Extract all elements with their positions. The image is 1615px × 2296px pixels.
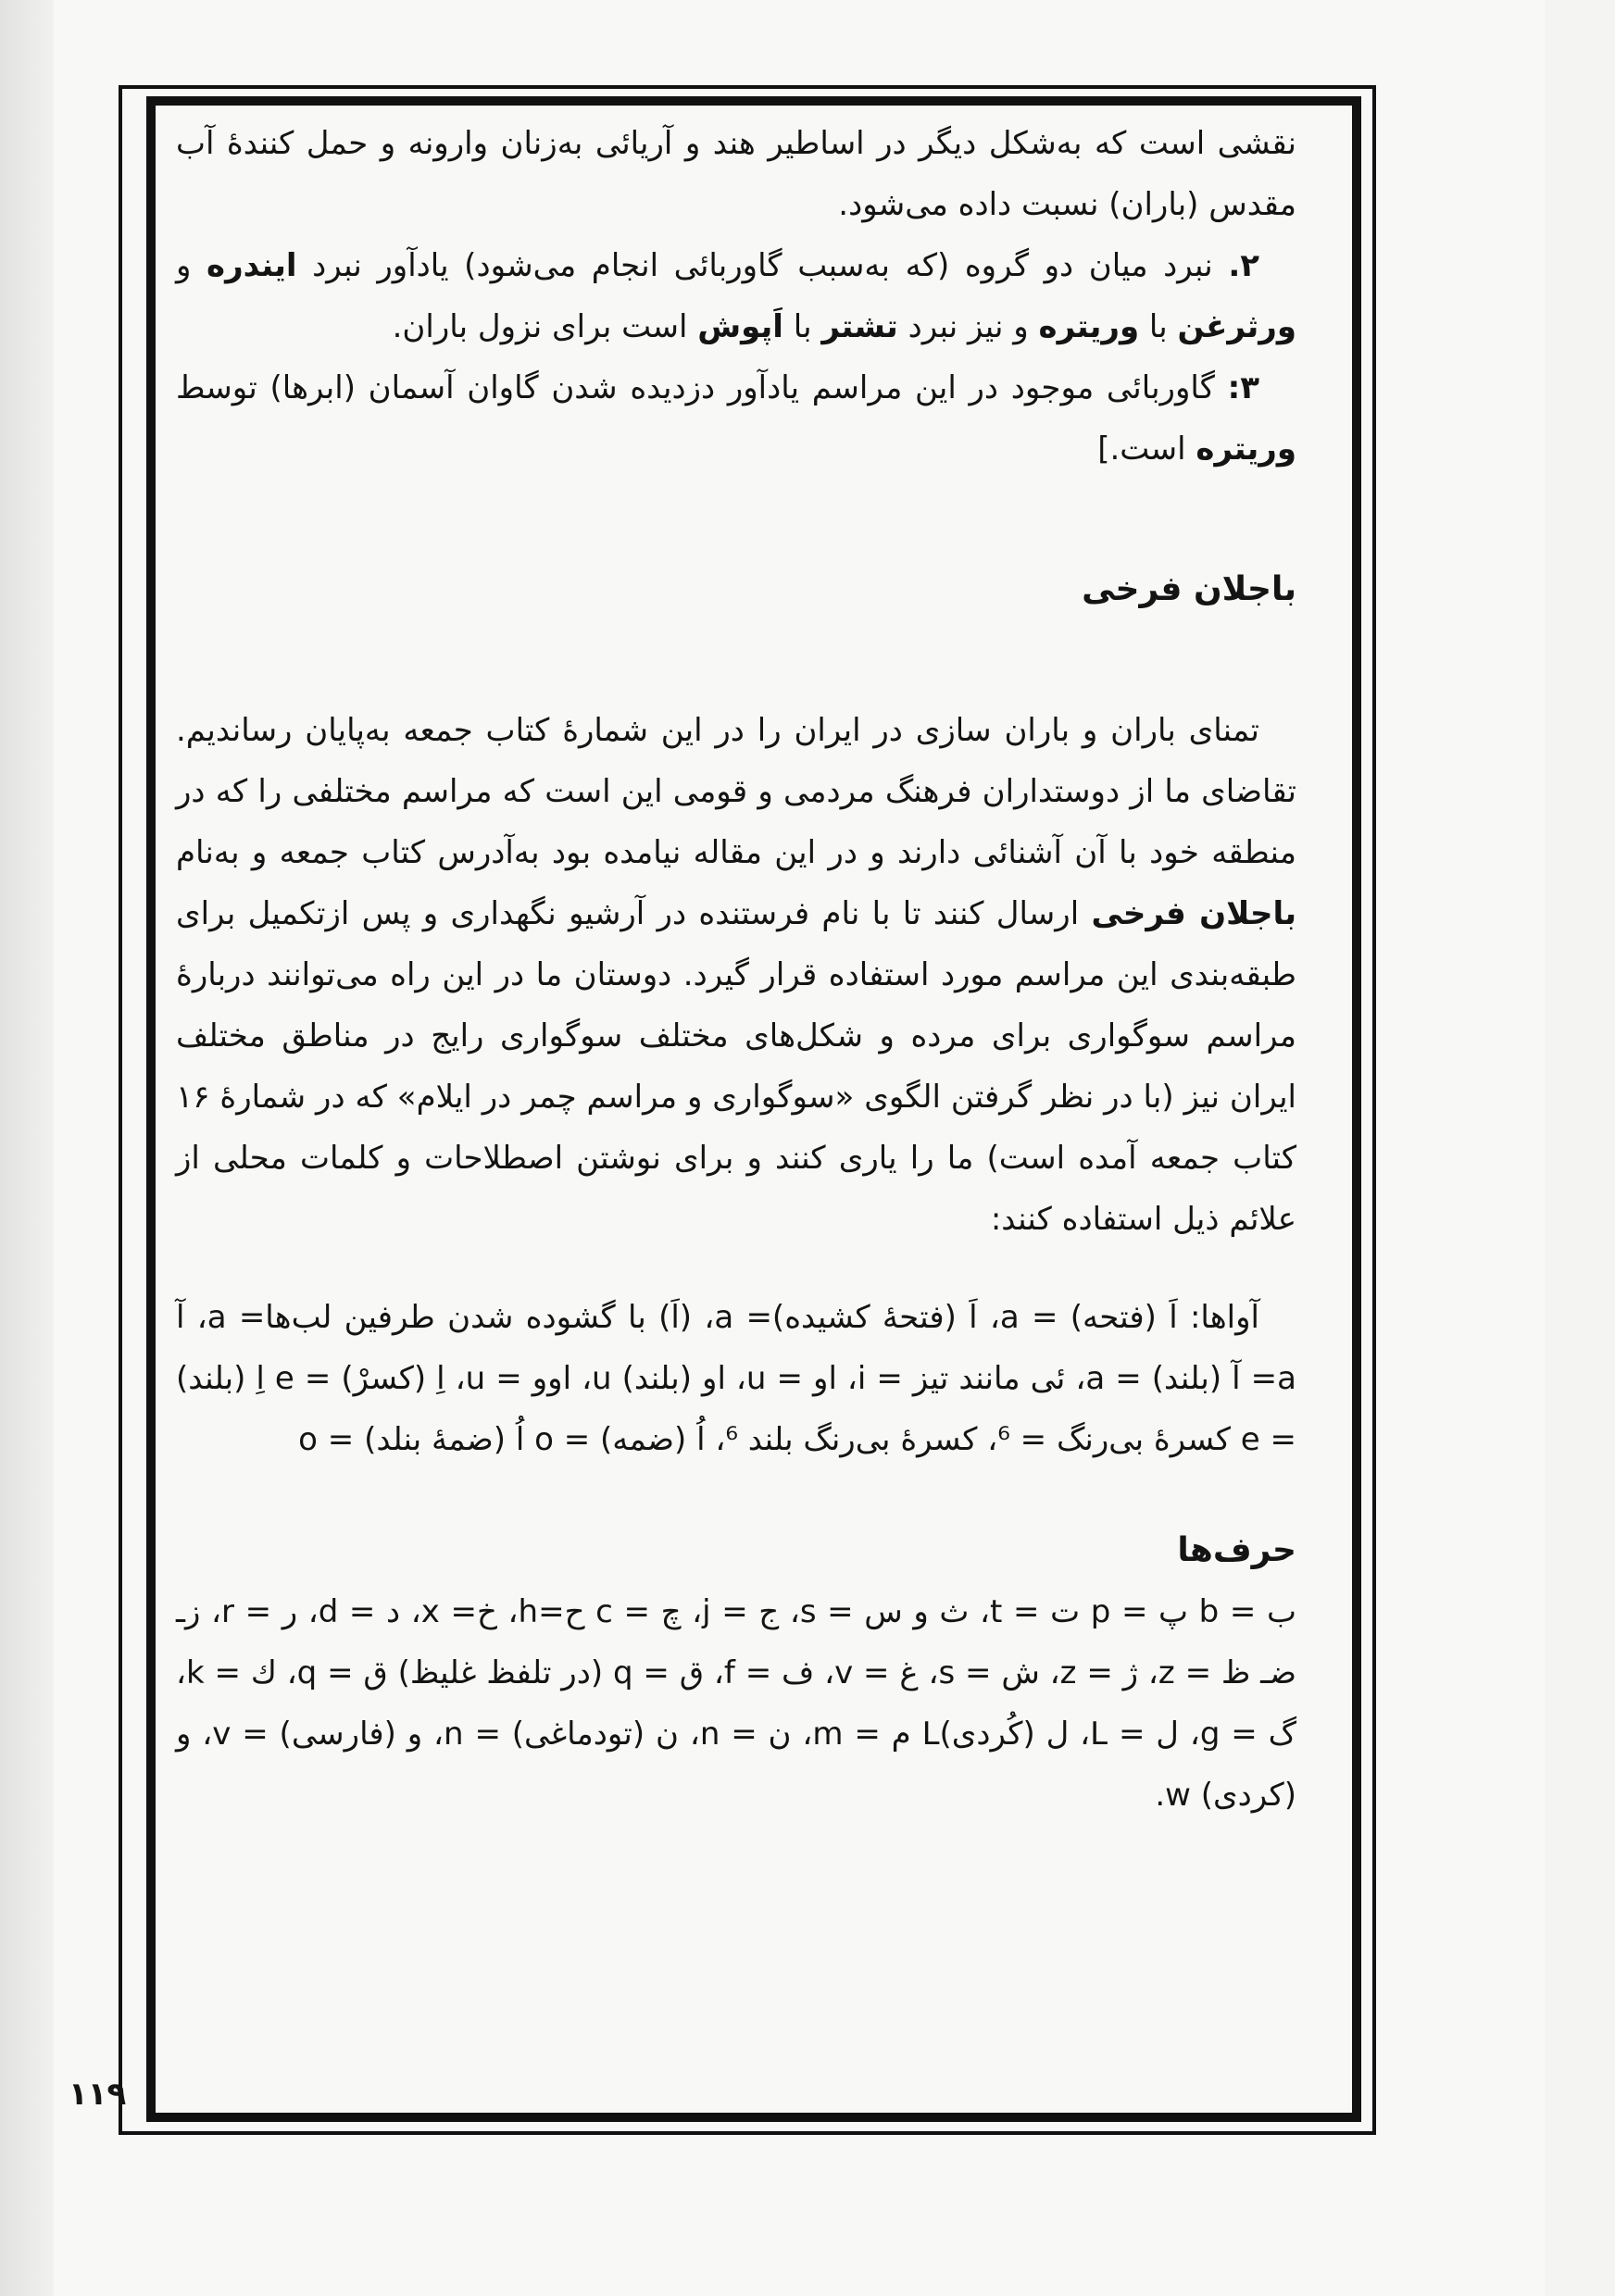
vowels-paragraph: آواها: اَ (فتحه) = a، اَ (فتحهٔ کشیده)= a، (اَ) با گشوده شدن طرفین لب‌ها= a، آ a= آ (بلند) = a، ئی مانند تیز = i، او = u، او (بلند) u، اوو = u، اِ (کسرْ) = e اِ (بلند) = e کسرهٔ بی‌رنگ = ⁶، کسرهٔ بی‌رنگ بلند ⁶، اُ (ضمه) = o اُ (ضمهٔ بنلد) = o (176, 1299, 1296, 1458)
intro-line-2: کنندهٔ آب مقدس (باران) نسبت داده می‌شود. (176, 125, 1296, 223)
page-content (176, 113, 1296, 2113)
term-apaush: اَپوش (697, 308, 783, 345)
intro-line-1: نقشی است که به‌شکل دیگر در اساطیر هند و آریائی به‌زنان وارونه و حمل (306, 125, 1296, 162)
scan-edge (0, 0, 54, 2296)
body-paragraph (176, 700, 1296, 1250)
item-2-text: و (176, 247, 207, 284)
item-2-text: و نیز نبرد (897, 308, 1039, 345)
term-name: باجلان فرخی (1091, 895, 1296, 932)
item-3 (176, 357, 1296, 480)
item-2-text: با (1139, 308, 1178, 345)
item-3-text: است.] (1097, 430, 1196, 468)
item-2 (176, 235, 1296, 357)
term-vrtraghna: ورثرغن (1177, 308, 1296, 345)
letters-title: حرف‌ها (1177, 1531, 1296, 1569)
item-2-number: ۲. (1228, 247, 1259, 284)
term-indra: ایندره (207, 247, 297, 284)
term-vritra: وریتره (1196, 430, 1296, 468)
body-text: تمنای باران و باران سازی در ایران را در این شمارهٔ کتاب جمعه به‌پایان رساندیم. تقاضای ما از دوستداران فرهنگ مردمی و قومی این است که مراسم مختلفی را که در منطقه خود با آن آشنائی دارند و در این مقاله نیامده بود به‌آدرس کتاب جمعه و به‌نام (176, 712, 1296, 871)
intro-paragraph (176, 113, 1296, 235)
section-title: باجلان فرخی (1082, 570, 1296, 608)
term-vritra: وریتره (1038, 308, 1140, 345)
spacer (176, 1470, 1296, 1520)
item-3-text: گاوربائی موجود در این مراسم یادآور دزدیده شدن گاوان آسمان (ابرها) توسط (176, 369, 1228, 406)
spacer (176, 480, 1296, 559)
spacer (176, 1250, 1296, 1287)
spacer (176, 620, 1296, 700)
term-tishtar: تشتر (821, 308, 898, 345)
item-2-text: با (782, 308, 822, 345)
body-text: ارسال کنند تا با نام فرستنده در آرشیو نگهداری و پس ازتکمیل برای طبقه‌بندی این مراسم مورد استفاده قرار گیرد. دوستان ما در این راه می‌توانند دربارهٔ مراسم سوگواری برای مرده و شکل‌های مختلف سوگواری رایج در مناطق مختلف ایران نیز (با در نظر گرفتن الگوی «سوگواری و مراسم چمر در ایلام» که در شمارهٔ ۱۶ کتاب جمعه آمده است) ما را یاری کنند و برای نوشتن اصطلاحات و کلمات محلی از علائم ذیل استفاده کنند: (176, 895, 1296, 1238)
item-2-text: نبرد میان دو گروه (که به‌سبب گاوربائی انجام می‌شود) یادآور نبرد (296, 247, 1229, 284)
item-3-number: ۳: (1227, 369, 1259, 406)
item-2-text: است برای نزول باران. (392, 308, 698, 345)
page-number: ۱۱۹ (69, 2076, 127, 2113)
letters-paragraph: ب = b پ = p ت = t، ث و س = s، ج = j، چ = c ح=h، خ= x، د = d، ر = r، زـ ضـ ظ = z، ژ = z، ش = s، غ = v، ف = f، ق = q (در تلفظ غلیظ) ق = q، ك = k، گ = g، ل = L، ل (کُردی)L م = m، ن = n، ن (تودماغی) = n، و (فارسی) = v، و (کردی) w. (176, 1593, 1297, 1814)
